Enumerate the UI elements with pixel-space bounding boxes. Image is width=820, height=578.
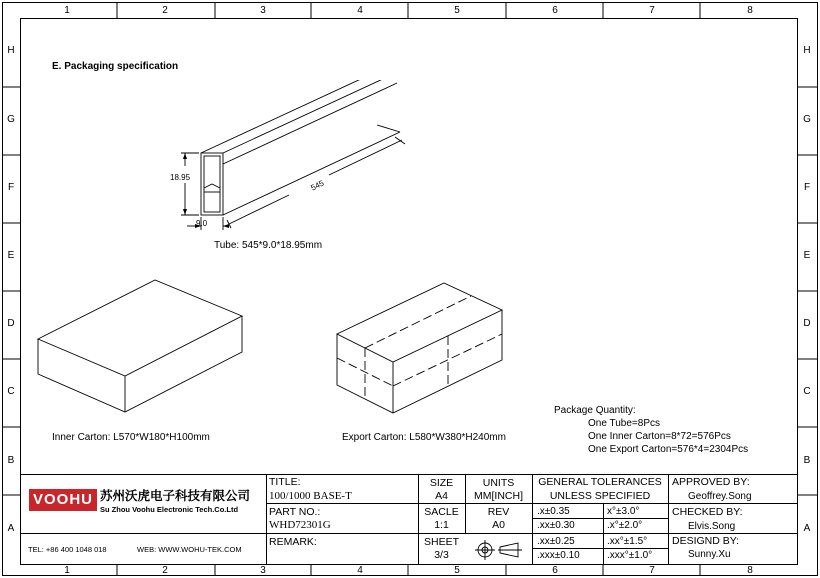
projection-symbol-icon (474, 539, 526, 561)
size-value: A4 (435, 490, 448, 502)
title-label: TITLE: (269, 476, 301, 488)
col-label-8-bottom: 8 (747, 565, 753, 576)
col-label-2: 2 (162, 5, 168, 16)
approved-by-name: Geoffrey.Song (688, 491, 752, 502)
row-label-e-right: E (803, 250, 811, 261)
row-label-b: B (7, 455, 15, 466)
part-no-label: PART NO.: (269, 506, 321, 518)
row-label-f-right: F (803, 182, 811, 193)
section-title: E. Packaging specification (52, 61, 179, 72)
tolerance-angular: .xxx°±1.0° (607, 550, 653, 561)
checked-by-name: Elvis.Song (688, 521, 736, 532)
tolerance-angular: x°±3.0° (607, 506, 640, 517)
inner-carton-caption: Inner Carton: L570*W180*H100mm (52, 432, 210, 443)
company-name-en: Su Zhou Voohu Electronic Tech.Co.Ltd (100, 505, 239, 514)
col-label-4-bottom: 4 (357, 565, 363, 576)
tube-caption: Tube: 545*9.0*18.95mm (214, 240, 323, 251)
col-label-7: 7 (649, 5, 655, 16)
voohu-logo (29, 489, 97, 511)
designed-by-name: Sunny.Xu (688, 549, 731, 560)
company-web: WEB: WWW.WOHU-TEK.COM (137, 545, 242, 554)
company-name-cn: 苏州沃虎电子科技有限公司 (100, 489, 251, 503)
remark-label: REMARK: (269, 536, 317, 548)
scale-value: 1:1 (434, 519, 449, 531)
logo-text: VOOHU (32, 491, 93, 508)
row-label-h: H (7, 45, 15, 56)
row-label-b-right: B (803, 455, 811, 466)
dim-length-label: 545 (309, 178, 326, 193)
row-label-c-right: C (803, 386, 811, 397)
tolerance-heading-2: UNLESS SPECIFIED (549, 490, 651, 502)
tolerance-angular: .xx°±1.5° (607, 536, 648, 547)
col-label-1: 1 (64, 5, 70, 16)
col-label-5-bottom: 5 (454, 565, 460, 576)
col-label-2-bottom: 2 (162, 565, 168, 576)
col-label-3-bottom: 3 (260, 565, 266, 576)
title-value: 100/1000 BASE-T (269, 490, 352, 502)
col-label-7-bottom: 7 (649, 565, 655, 576)
col-label-3: 3 (260, 5, 266, 16)
sheet-value: 3/3 (434, 549, 449, 561)
company-tel: TEL: +86 400 1048 018 (28, 545, 107, 554)
approved-by-label: APPROVED BY: (672, 476, 750, 488)
row-label-a-right: A (803, 523, 811, 534)
dim-height-label: 18.95 (170, 173, 191, 182)
tolerance-linear: .xx±0.25 (537, 536, 575, 547)
dim-width-label: 9.0 (196, 219, 208, 228)
tolerance-linear: .xxx±0.10 (537, 550, 580, 561)
units-value: MM[INCH] (474, 490, 523, 502)
col-label-6-bottom: 6 (552, 565, 558, 576)
tolerance-heading-1: GENERAL TOLERANCES (538, 476, 662, 488)
row-label-c: C (7, 386, 15, 397)
scale-label: SACLE (424, 506, 459, 518)
col-label-5: 5 (454, 5, 460, 16)
col-label-4: 4 (357, 5, 363, 16)
units-label: UNITS (482, 477, 515, 489)
sheet-label: SHEET (423, 536, 459, 548)
checked-by-label: CHECKED BY: (672, 506, 743, 518)
row-label-g: G (7, 114, 15, 125)
part-no-value: WHD72301G (269, 519, 331, 531)
row-label-d-right: D (803, 318, 811, 329)
tolerance-angular: .x°±2.0° (607, 520, 643, 531)
quantity-line: One Export Carton=576*4=2304Pcs (588, 444, 749, 455)
rev-label: REV (487, 506, 510, 518)
row-label-e: E (7, 250, 15, 261)
col-label-6: 6 (552, 5, 558, 16)
designed-by-label: DESIGND BY: (672, 535, 740, 547)
rev-value: A0 (492, 519, 505, 531)
row-label-d: D (7, 318, 15, 329)
row-label-h-right: H (803, 45, 811, 56)
row-label-g-right: G (803, 114, 811, 125)
col-label-1-bottom: 1 (64, 565, 70, 576)
export-carton-caption: Export Carton: L580*W380*H240mm (342, 432, 506, 443)
quantity-heading: Package Quantity: (554, 405, 636, 416)
tolerance-linear: .xx±0.30 (537, 520, 575, 531)
quantity-line: One Inner Carton=8*72=576Pcs (588, 431, 731, 442)
quantity-line: One Tube=8Pcs (588, 418, 660, 429)
size-label: SIZE (429, 477, 454, 489)
tolerance-linear: .x±0.35 (537, 506, 570, 517)
row-label-f: F (7, 182, 15, 193)
col-label-8: 8 (747, 5, 753, 16)
row-label-a: A (7, 523, 15, 534)
